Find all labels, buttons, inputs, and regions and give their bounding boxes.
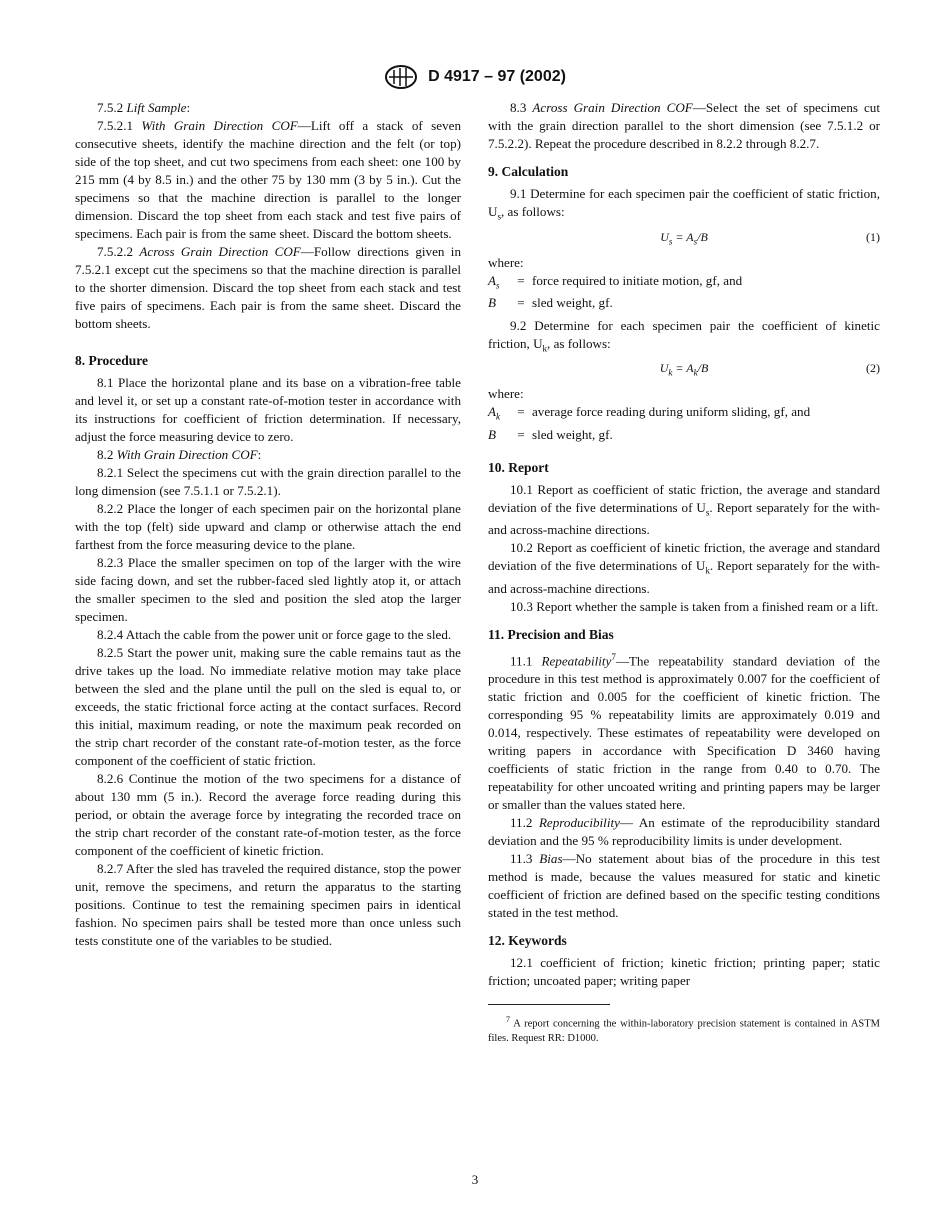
section-10-2: 10.2 Report as coefficient of kinetic friction, the average and standard deviation of the five determinations of $U_k$. Report separately for the with- and across-machine directions.: [488, 540, 880, 596]
section-10-3: 10.3 Report whether the sample is taken from a finished ream or a lift.: [510, 598, 879, 614]
section-10-1: 10.1 Report as coefficient of static friction, the average and standard deviation of the five determinations of $U_s$. Report separately for the with- and across-machine directions.: [488, 481, 880, 538]
footnote-divider: [488, 1004, 610, 1005]
section-9-1: 9.1 Determine for each specimen pair the coefficient of static friction, $U_s$, as follows:: [488, 186, 880, 222]
section-11-1: 11.1 Repeatability$^7$—The repeatability standard deviation of the procedure in this test method is approximately 0.007 for the coefficient of static friction and 0.005 for the coefficient of kinetic friction. The corresponding 95 % repeatability limits are approximately 0.019 and 0.014, respectively. These estimates of repeatability were developed on writing papers in accordance with Specification D 3460 having coefficients of static friction in the range from 0.40 to 0.70. The repeatability for other uncoated writing and printing papers may be larger or smaller than the values stated here.: [488, 651, 880, 813]
section-8-2-2: 8.2.2 Place the longer of each specimen pair on the horizontal plane with the top (felt) side upward and clamp or otherwise attach the end farthest from the force measuring device to the plane.: [75, 501, 461, 552]
right-column: [488, 99, 880, 1046]
page-header: [0, 64, 950, 90]
section-7-5-2: 7.5.2 Lift Sample:: [97, 100, 191, 115]
section-7-5-2-2: 7.5.2.2 Across Grain Direction COF—Follow directions given in 7.5.2.1 except cut the specimens so that the machine direction is parallel to the shorter dimension. Discard the top sheet from each stack and test five pairs of specimens. Each pair is from the same sheet. Discard the bottom sheets.: [75, 244, 461, 331]
section-7-5-2-1: 7.5.2.1 With Grain Direction COF—Lift off a stack of seven consecutive sheets, identify the machine direction and the felt (or top) side of the top sheet, and cut two specimens from each sheet: one 100 by 215 mm (4 by 8.5 in.) and the other 75 by 130 mm (3 by 5 in.). Cut the specimens so that the machine direction is parallel to the longer dimension. Discard the top sheet from each stack and test five pairs of specimens. Each pair is from the same sheet. Discard the bottom sheets.: [75, 118, 461, 241]
heading-report: 10. Report: [488, 459, 549, 475]
page-number: 3: [471, 1172, 479, 1187]
section-8-2-6: 8.2.6 Continue the motion of the two specimens for a distance of about 130 mm (5 in.). Record the average force reading during this period, or obtain the average force by integrating the recorded trace on the strip chart recorder of the constant rate-of-motion tester, as the force component of the coefficient of kinetic friction.: [75, 771, 461, 858]
section-9-2: 9.2 Determine for each specimen pair the coefficient of kinetic friction, $U_k$, as follows:: [488, 317, 880, 354]
where-label: where:: [488, 254, 524, 270]
definition-row: B = sled weight, gf.: [488, 427, 613, 443]
equation-1: $U_s = A_s/B$ (1): [660, 229, 880, 246]
heading-keywords: 12. Keywords: [488, 933, 567, 949]
equation-number: (1): [866, 229, 880, 244]
section-11-3: 11.3 Bias—No statement about bias of the procedure in this test method is made, because the values measured for static and kinetic coefficient of friction are defined based on the specific testing conditions stated in the test method.: [488, 851, 880, 921]
where-label: where:: [488, 386, 524, 402]
heading-procedure: 8. Procedure: [75, 353, 148, 368]
definition-list: [488, 403, 880, 448]
section-8-2-3: 8.2.3 Place the smaller specimen on top of the larger with the wire side facing down, and set the rubber-faced sled lightly atop it, or attach the smaller specimen to the sled and position the sled atop the larger specimen.: [75, 555, 461, 624]
definition-row: B = sled weight, gf.: [488, 295, 613, 311]
section-11-2: 11.2 Reproducibility— An estimate of the reproducibility standard deviation and the 95 % reproducibility limits is under development.: [488, 815, 880, 849]
section-8-1: 8.1 Place the horizontal plane and its base on a vibration-free table and level it, or set up a constant rate-of-motion tester in accordance with its instructions for coefficient of friction determination. If necessary, adjust the force measuring device to zero.: [75, 375, 461, 444]
astm-logo-icon: [384, 64, 418, 90]
section-8-2: 8.2 With Grain Direction COF:: [97, 447, 262, 462]
section-8-2-1: 8.2.1 Select the specimens cut with the grain direction parallel to the long dimension (see 7.5.1.1 or 7.5.2.1).: [75, 465, 461, 498]
heading-calculation: 9. Calculation: [488, 164, 569, 179]
footnote: $^7$ A report concerning the within-laboratory precision statement is contained in ASTM files. Request RR: D1000.: [488, 1015, 880, 1044]
heading-precision-and-bias: 11. Precision and Bias: [488, 626, 614, 642]
left-column: [75, 99, 461, 950]
equation-number: (2): [866, 361, 880, 376]
definition-row: $A_k$ = average force reading during uniform sliding, gf, and: [488, 404, 811, 423]
section-12-1: 12.1 coefficient of friction; kinetic friction; printing paper; static friction; uncoated paper; writing paper: [488, 955, 880, 989]
definition-list: [488, 272, 880, 317]
definition-row: $A_s$ = force required to initiate motion, gf, and: [488, 272, 743, 291]
section-8-2-7: 8.2.7 After the sled has traveled the required distance, stop the power unit, remove the specimens, and return the apparatus to the starting positions. Continue to test the remaining specimen pairs in identical fashion. No specimen pairs shall be tested more than once unless such tests constitute one of the variables to be studied.: [75, 861, 461, 948]
section-8-2-4: 8.2.4 Attach the cable from the power unit or force gage to the sled.: [97, 627, 452, 642]
section-8-3: 8.3 Across Grain Direction COF—Select the set of specimens cut with the grain direction parallel to the short dimension (see 7.5.1.2 or 7.5.2.2). Repeat the procedure described in 8.2.2 through 8.2.7.: [488, 100, 880, 151]
equation-2: $U_k = A_k/B$ (2): [659, 361, 880, 378]
document-id: D 4917 – 97 (2002): [428, 68, 566, 85]
section-8-2-5: 8.2.5 Start the power unit, making sure the cable remains taut as the drive takes up the load. No immediate relative motion may take place between the sled and the plane until the pull on the sled is equal to, or exceeds, the static frictional force acting at the contact surfaces. Record this initial, maximum reading, or note the maximum peak recorded on the strip chart recorder of the constant rate-of-motion tester, as the force component of the coefficient of static friction.: [75, 645, 461, 768]
